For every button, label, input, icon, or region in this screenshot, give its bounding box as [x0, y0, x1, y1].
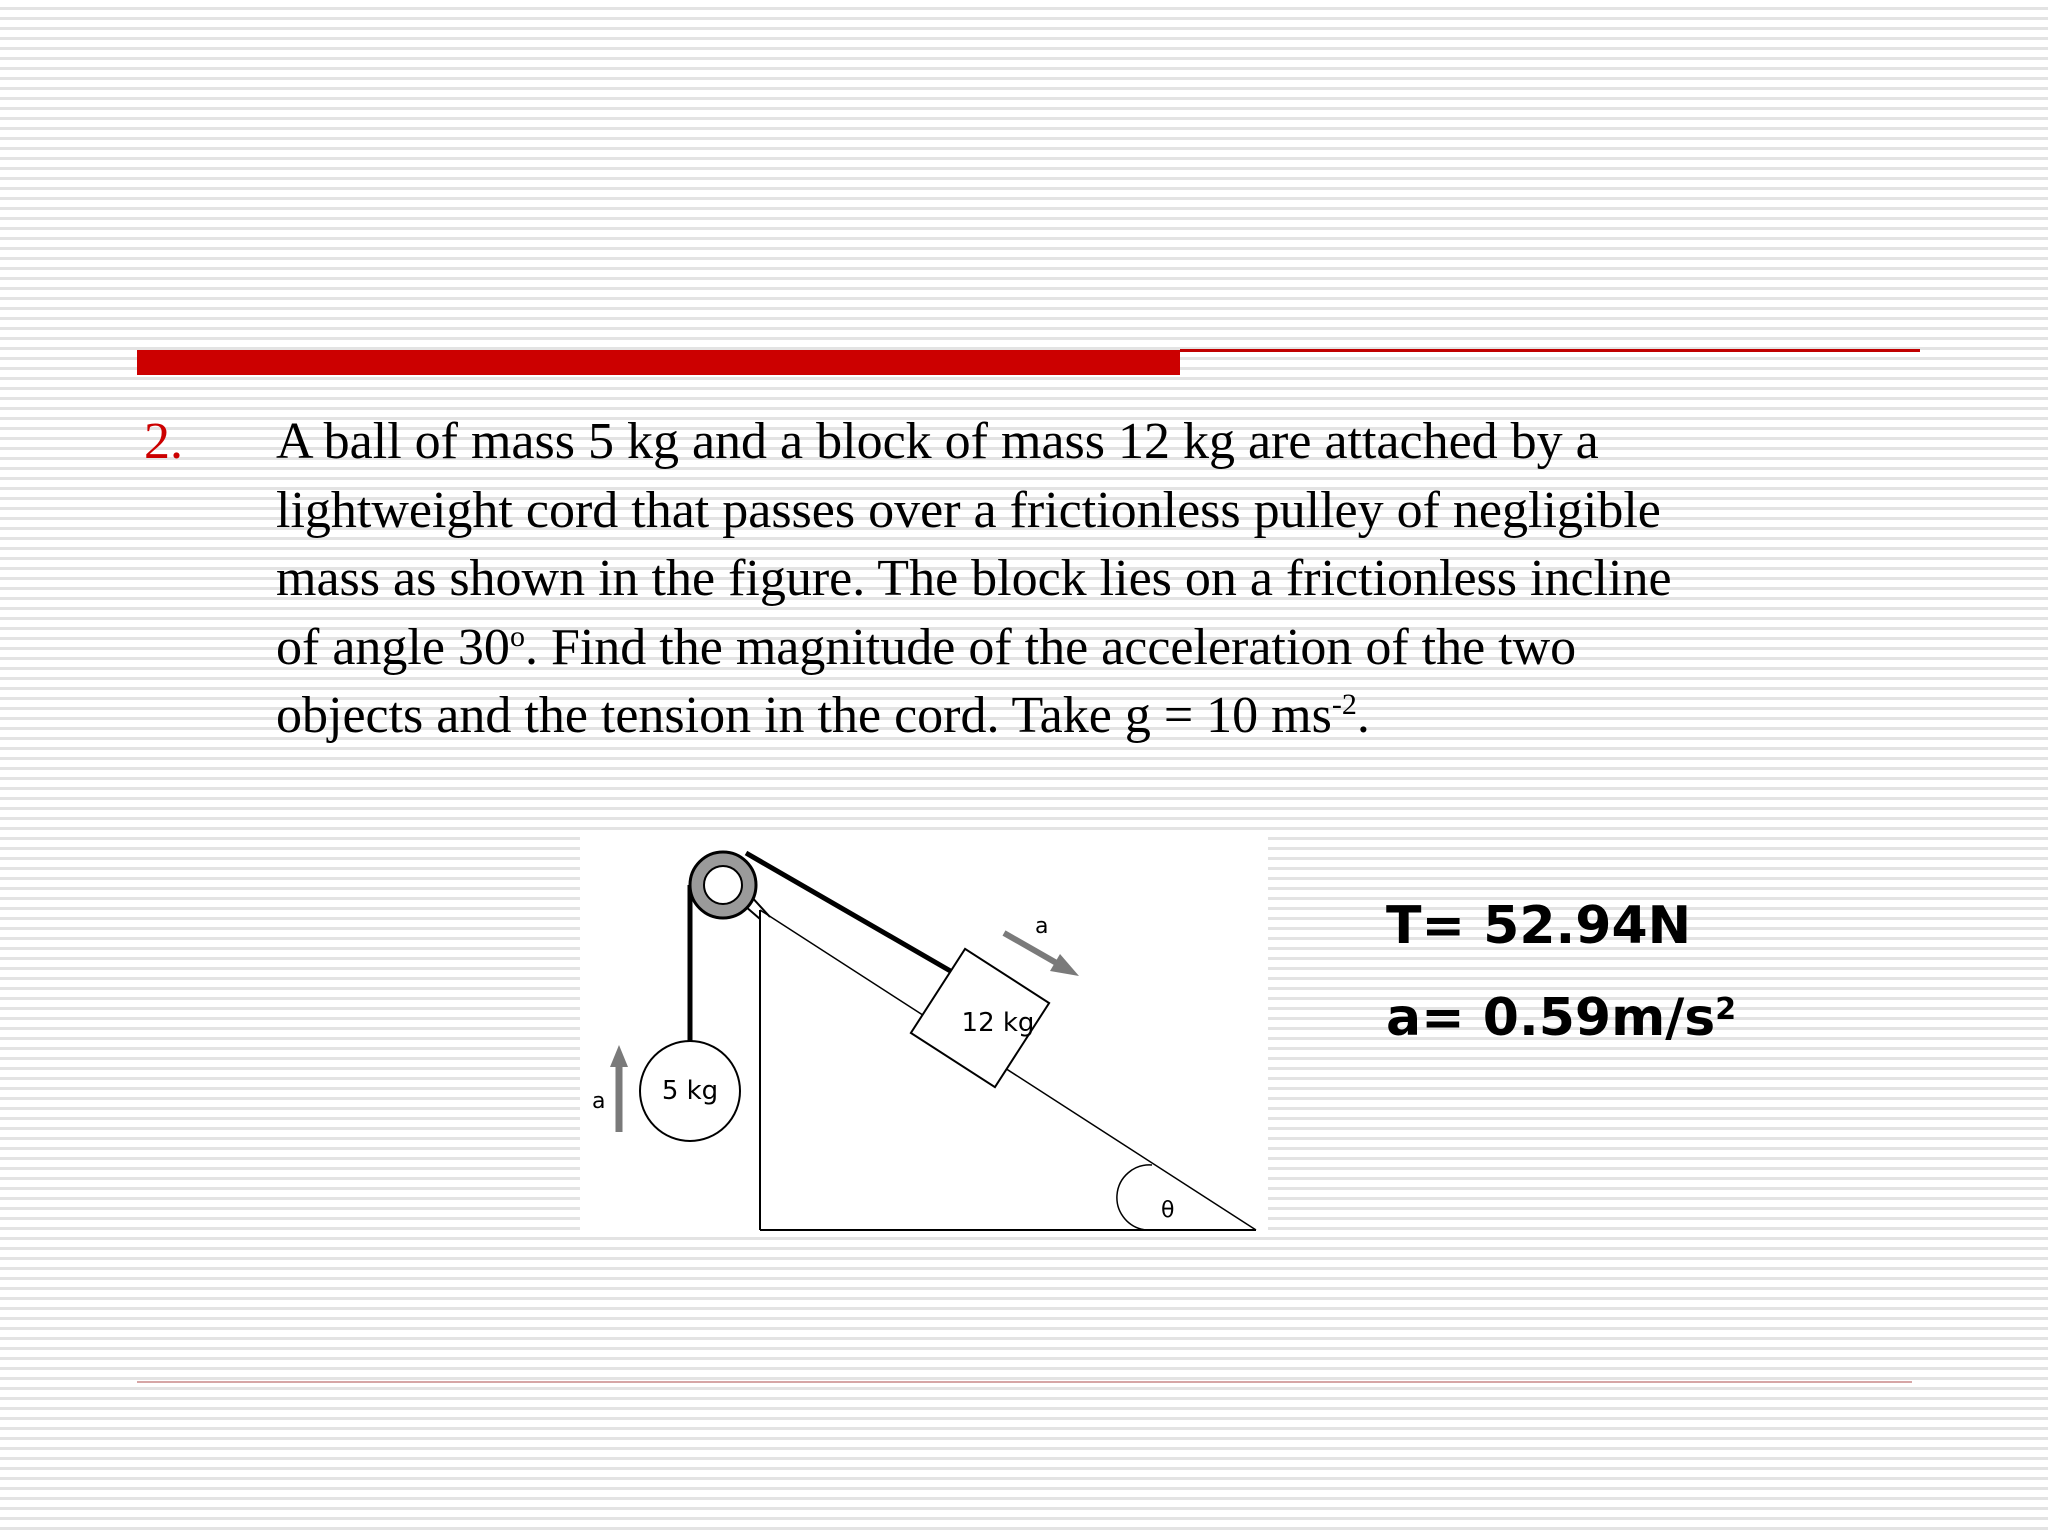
block-accel-label: a: [1035, 914, 1049, 939]
line-4-start: of angle 30: [276, 618, 510, 676]
line-4-end: . Find the magnitude of the acceleration of the two: [524, 618, 1577, 676]
acceleration-value: a= 0.59m/s: [1386, 988, 1716, 1048]
acceleration-exponent: 2: [1715, 992, 1737, 1027]
incline-slope: [760, 910, 1256, 1230]
block-accel-arrow-shaft: [1004, 933, 1060, 965]
answer-tension: T= 52.94N: [1386, 896, 1692, 956]
problem-line-2: lightweight cord that passes over a frictionless pulley of negligible: [276, 481, 1661, 539]
angle-arc: [1117, 1165, 1152, 1230]
exponent-superscript: -2: [1331, 688, 1357, 721]
problem-number: 2.: [144, 413, 183, 470]
block-accel-arrowhead: [1050, 954, 1079, 976]
title-accent-bar: [137, 350, 1180, 375]
problem-line-1: A ball of mass 5 kg and a block of mass 12 kg are attached by a: [276, 413, 1599, 470]
ball-mass-label: 5 kg: [661, 1076, 719, 1106]
degree-superscript: o: [509, 619, 525, 653]
line-5-end: .: [1356, 687, 1370, 744]
incline-cord: [746, 853, 966, 980]
line-5-start: objects and the tension in the cord. Take g = 10 ms: [276, 687, 1332, 744]
figure-drawing: [580, 837, 1268, 1237]
answer-acceleration: [1386, 988, 1736, 1048]
ball-accel-label: a: [592, 1089, 606, 1114]
footer-rule: [137, 1381, 1912, 1383]
ball-accel-arrowhead: [610, 1045, 628, 1067]
title-accent-line: [1180, 349, 1920, 352]
incline-pulley-figure: [580, 837, 1268, 1237]
problem-line-5: [276, 682, 1916, 751]
angle-theta-label: θ: [1161, 1198, 1175, 1223]
pulley-hub: [704, 866, 742, 904]
problem-statement: [276, 408, 1916, 751]
block-mass-label: 12 kg: [961, 1008, 1035, 1038]
problem-line-4: [276, 614, 1916, 683]
problem-line-3: mass as shown in the figure. The block lies on a frictionless incline: [276, 550, 1672, 607]
